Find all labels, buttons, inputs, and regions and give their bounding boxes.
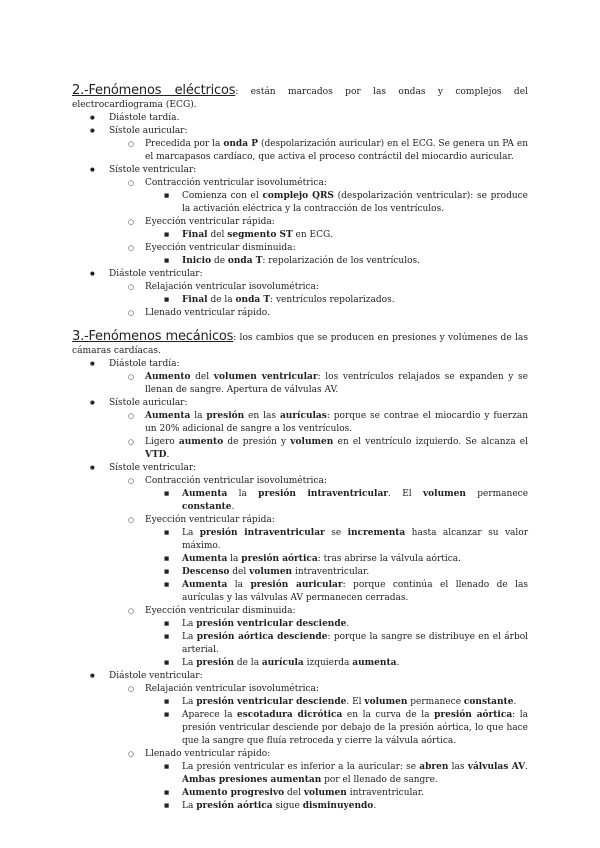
text-run: permanece [407, 697, 464, 707]
bold-term: Final [182, 230, 208, 240]
text-run: Diástole tardía. [109, 113, 180, 123]
bold-term: presión [206, 411, 245, 421]
bold-term: volumen [303, 788, 347, 798]
text-run: Contracción ventricular isovolumétrica: [145, 476, 327, 486]
bold-term: presión aórtica desciende [196, 632, 328, 642]
list-item-level-2 [72, 748, 528, 761]
list-item-level-2 [72, 242, 528, 255]
list-item-level-1 [72, 397, 528, 410]
bold-term: aurícula [261, 658, 304, 668]
text-run: permanece [465, 489, 529, 499]
text-run: en el ventrículo izquierdo. Se alcanza el [333, 437, 529, 447]
bold-term: escotadura dicrótica [237, 710, 343, 720]
text-run: La [182, 801, 197, 811]
bold-term: presión intraventricular [199, 528, 325, 538]
bold-term: volumen ventricular [213, 372, 318, 382]
bold-term: volumen [422, 489, 466, 499]
bold-term: volumen [249, 567, 293, 577]
bold-term: abren [419, 762, 449, 772]
bold-term: Aumento progresivo [182, 788, 285, 798]
text-run: : ventrículos repolarizados. [270, 295, 395, 305]
text-run: del [207, 230, 228, 240]
text-run: Eyección ventricular rápida: [145, 515, 275, 525]
text-run: por el llenado de sangre. [321, 775, 438, 785]
text-run: Ligero [145, 437, 179, 447]
text-run: : tras abrirse la válvula aórtica. [317, 554, 462, 564]
text-run: La [182, 658, 197, 668]
text-run: del [284, 788, 304, 798]
list-item-level-2 [72, 514, 528, 527]
list-item-level-1 [72, 670, 528, 683]
bold-term: constante [463, 697, 514, 707]
text-run: Contracción ventricular isovolumétrica: [145, 178, 327, 188]
text-run: Sístole ventricular: [109, 165, 197, 175]
text-run: de la [207, 295, 236, 305]
text-run: en las [244, 411, 280, 421]
text-run: del [229, 567, 250, 577]
section-mechanical [72, 330, 528, 813]
list-item-level-3 [72, 787, 528, 800]
bold-term: presión auricular [250, 580, 343, 590]
list-item-level-2 [72, 605, 528, 618]
text-run: la [227, 489, 259, 499]
bold-term: Descenso [182, 567, 230, 577]
text-run: Relajación ventricular isovolumétrica: [145, 282, 319, 292]
section-heading: 2.-Fenómenos eléctricos [72, 83, 236, 98]
text-run: hasta alcanzar su valor máximo. [182, 528, 529, 551]
bold-term: onda T [227, 256, 263, 266]
bold-term: complejo QRS [262, 191, 334, 201]
text-run: . El [388, 489, 423, 499]
text-run: La [182, 632, 197, 642]
section-intro [72, 330, 528, 358]
section-heading: 3.-Fenómenos mecánicos [72, 329, 234, 344]
bold-term: válvulas AV [467, 762, 526, 772]
list-item-level-3 [72, 800, 528, 813]
bold-term: incrementa [347, 528, 406, 538]
bold-term: presión intraventricular [258, 489, 389, 499]
bold-term: Aumenta [145, 411, 191, 421]
text-run: : los ventrículos relajados se expanden y se llenan de sangre. Apertura de válvulas AV. [145, 372, 528, 395]
text-run: (despolarización ventricular): se produce la activación eléctrica y la contracción de los ventrículos. [182, 191, 528, 214]
text-run: Sístole auricular: [109, 398, 188, 408]
bold-term: presión aórtica [196, 801, 273, 811]
list-item-level-3 [72, 488, 528, 514]
text-run: Comienza con el [182, 191, 263, 201]
text-run: : porque la sangre se distribuye en el árbol arterial. [182, 632, 529, 655]
list-item-level-2 [72, 475, 528, 488]
text-run: . [525, 762, 528, 772]
text-run: (despolarización auricular) en el ECG. Se genera un PA en el marcapasos cardíaco, que activa el proceso contráctil del miocardio auricular. [145, 139, 528, 162]
bold-term: aumenta [352, 658, 397, 668]
bold-term: constante [182, 502, 232, 512]
list-item-level-3 [72, 566, 528, 579]
text-run: de [211, 256, 228, 266]
text-run: La [182, 528, 200, 538]
list-item-level-2 [72, 177, 528, 190]
list-item-level-1 [72, 125, 528, 138]
text-run: Eyección ventricular disminuida: [145, 606, 296, 616]
bold-term: volumen [364, 697, 408, 707]
text-run: de la [234, 658, 262, 668]
list-item-level-3 [72, 527, 528, 553]
list-item-level-3 [72, 657, 528, 670]
bold-term: aurículas [279, 411, 327, 421]
list-item-level-2 [72, 216, 528, 229]
list-item-level-3 [72, 761, 528, 787]
bullet-list [72, 358, 528, 813]
text-run: . [513, 697, 517, 707]
text-run: Eyección ventricular rápida: [145, 217, 275, 227]
list-item-level-1 [72, 462, 528, 475]
text-run: . El [346, 697, 365, 707]
text-run: Eyección ventricular disminuida: [145, 243, 296, 253]
text-run: en la curva de la [342, 710, 435, 720]
text-run: La [182, 697, 197, 707]
bold-term: segmento ST [227, 230, 293, 240]
text-run: la [227, 554, 242, 564]
text-run: izquierda [303, 658, 353, 668]
bold-term: Aumenta [182, 489, 228, 499]
bold-term: aumento [178, 437, 224, 447]
text-run: las [448, 762, 468, 772]
bold-term: Aumento [145, 372, 191, 382]
bold-term: onda P [223, 139, 259, 149]
bold-term: presión aórtica [241, 554, 318, 564]
bold-term: disminuyendo [302, 801, 374, 811]
text-run: la [190, 411, 207, 421]
bold-term: VTD [145, 450, 167, 460]
text-run: se [324, 528, 348, 538]
bold-term: Final [182, 295, 208, 305]
text-run: : porque continúa el llenado de las aurículas y las válvulas AV permanecen cerradas. [182, 580, 528, 603]
list-item-level-3 [72, 631, 528, 657]
text-run: intraventricular. [292, 567, 370, 577]
bold-term: Aumenta [182, 580, 228, 590]
list-item-level-3 [72, 553, 528, 566]
text-run: Precedida por la [145, 139, 224, 149]
bold-term: Inicio [182, 256, 212, 266]
list-item-level-1 [72, 112, 528, 125]
list-item-level-1 [72, 164, 528, 177]
text-run: Sístole auricular: [109, 126, 188, 136]
section-intro [72, 84, 528, 112]
section-intro-text: : están marcados por las ondas y complejos del electrocardiograma (ECG). [72, 87, 528, 110]
text-run: Llenado ventricular rápido: [145, 749, 271, 759]
text-run: Diástole ventricular: [109, 671, 203, 681]
text-run: Sístole ventricular: [109, 463, 197, 473]
text-run: sigue [272, 801, 303, 811]
text-run: en ECG. [292, 230, 333, 240]
text-run: Relajación ventricular isovolumétrica: [145, 684, 319, 694]
list-item-level-2 [72, 410, 528, 436]
section-intro-text: : los cambios que se producen en presiones y volúmenes de las cámaras cardíacas. [72, 333, 528, 356]
text-run: La presión ventricular es inferior a la auricular: se [182, 762, 420, 772]
text-run: La [182, 619, 197, 629]
text-run: : porque se contrae el miocardio y fuerzan un 20% adicional de sangre a los ventrículos. [145, 411, 529, 434]
list-item-level-3 [72, 709, 528, 748]
list-item-level-2 [72, 683, 528, 696]
text-run: de presión y [223, 437, 291, 447]
text-run: Aparece la [182, 710, 238, 720]
bold-term: presión aórtica [434, 710, 513, 720]
text-run: Llenado ventricular rápido. [145, 308, 270, 318]
list-item-level-1 [72, 358, 528, 371]
bold-term: Ambas presiones aumentan [182, 775, 322, 785]
text-run: del [190, 372, 214, 382]
list-item-level-1 [72, 268, 528, 281]
list-item-level-2 [72, 307, 528, 320]
bold-term: presión ventricular desciende [196, 619, 347, 629]
section-electrical [72, 84, 528, 320]
list-item-level-3 [72, 229, 528, 242]
text-run: . [373, 801, 377, 811]
text-run: la [227, 580, 251, 590]
list-item-level-3 [72, 294, 528, 307]
list-item-level-3 [72, 190, 528, 216]
text-run: Diástole tardía: [109, 359, 180, 369]
text-run: . [346, 619, 350, 629]
bold-term: Aumenta [182, 554, 228, 564]
text-run: . [231, 502, 235, 512]
list-item-level-3 [72, 618, 528, 631]
text-run: . [166, 450, 170, 460]
list-item-level-3 [72, 255, 528, 268]
text-run: Diástole ventricular: [109, 269, 203, 279]
list-item-level-3 [72, 696, 528, 709]
text-run: : repolarización de los ventrículos. [262, 256, 420, 266]
list-item-level-2 [72, 371, 528, 397]
list-item-level-3 [72, 579, 528, 605]
bold-term: volumen [290, 437, 334, 447]
text-run: : la presión ventricular desciende por debajo de la presión aórtica, lo que hace que la sangre que fluía retroceda y cierre la válvula aórtica. [182, 710, 529, 746]
list-item-level-2 [72, 436, 528, 462]
text-run: intraventricular. [346, 788, 424, 798]
list-item-level-2 [72, 281, 528, 294]
bold-term: presión ventricular desciende [196, 697, 347, 707]
text-run: . [396, 658, 400, 668]
bullet-list [72, 112, 528, 320]
bold-term: onda T [235, 295, 271, 305]
list-item-level-2 [72, 138, 528, 164]
bold-term: presión [196, 658, 234, 668]
